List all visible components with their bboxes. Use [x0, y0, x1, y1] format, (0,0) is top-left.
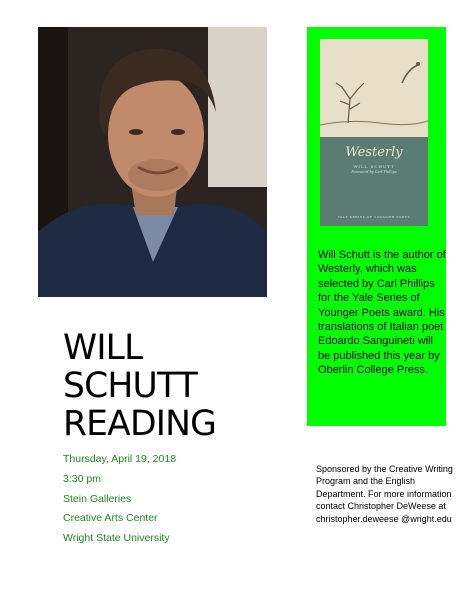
headline-line-1: WILL [63, 328, 143, 368]
book-subtitle: Foreword by Carl Phillips [351, 170, 397, 174]
book-cover [320, 39, 428, 226]
author-photo [38, 27, 267, 297]
event-headline [63, 329, 283, 443]
event-date: Thursday, April 19, 2018 [63, 453, 177, 465]
event-building: Creative Arts Center [63, 512, 158, 525]
headline-line-2: SCHUTT [63, 366, 197, 406]
event-venue: Stein Galleries [63, 492, 132, 505]
book-cover-band [320, 137, 428, 226]
book-author: WILL SCHUTT [353, 164, 395, 169]
author-portrait-image [38, 27, 267, 297]
book-series: YALE SERIES OF YOUNGER POETS [337, 215, 411, 219]
headline-line-3: READING [63, 404, 217, 444]
book-cover-illustration [320, 39, 428, 137]
author-bio: Will Schutt is the author of Westerly, which was selected by Carl Phillips for the Yale Series of Younger Poets award. His translations of Italian poet Edoardo Sanguineti will be published this year by Oberlin College Press. [318, 249, 446, 377]
event-time: 3:30 pm [63, 472, 101, 485]
event-details [63, 450, 263, 549]
book-title: Westerly [345, 145, 403, 160]
event-university: Wright State University [63, 532, 170, 545]
bio-panel [307, 27, 446, 426]
sponsor-note: Sponsored by the Creative Writing Program and the English Department. For more information contact Christopher DeWeese at christopher.deweese @wright.edu [316, 464, 453, 524]
